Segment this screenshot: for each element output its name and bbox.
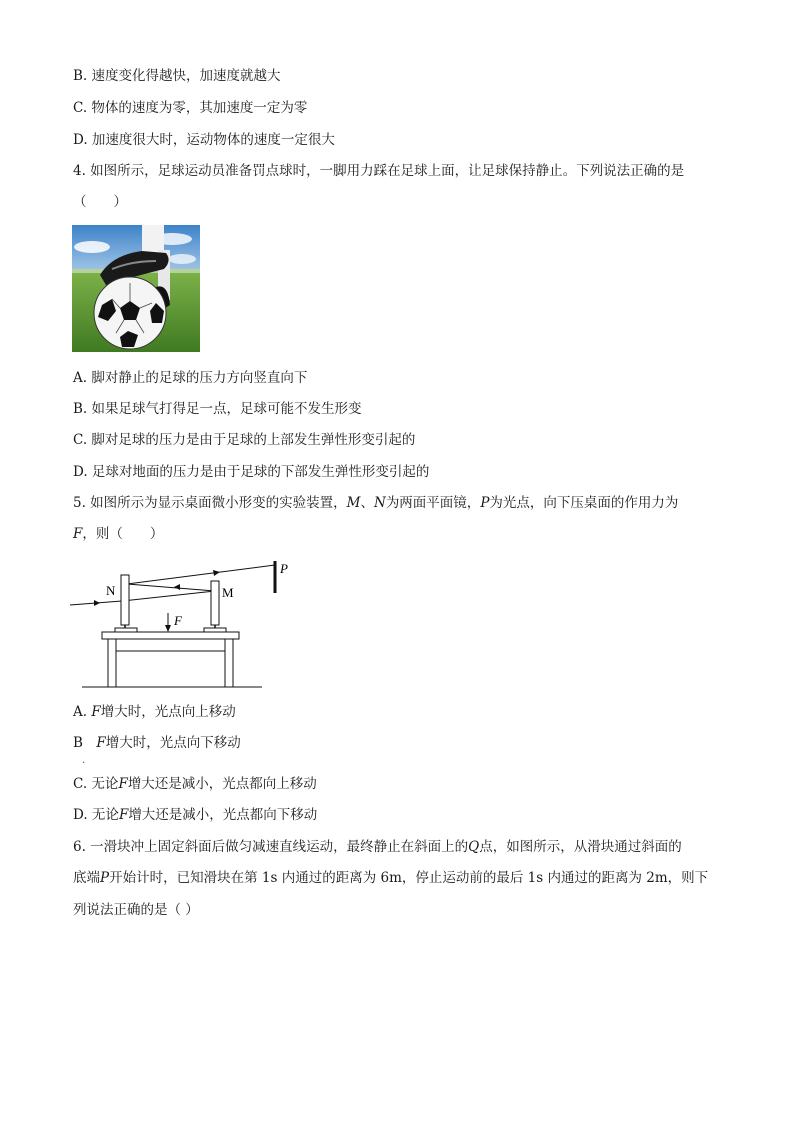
option-d-q3: D. 加速度很大时，运动物体的速度一定很大 [73, 132, 335, 148]
label-f: F [174, 613, 182, 628]
label-m: M [222, 585, 234, 600]
option-d-q5: D. 无论F增大还是减小，光点都向下移动 [73, 807, 318, 823]
soccer-ball-photo [72, 225, 200, 352]
option-c-q3: C. 物体的速度为零，其加速度一定为零 [73, 100, 308, 116]
question-4-stem: 4. 如图所示，足球运动员准备罚点球时，一脚用力踩在足球上面，让足球保持静止。下列说法正确的是 [73, 163, 685, 179]
stray-dot: . [82, 755, 86, 766]
option-b-q3: B. 速度变化得越快，加速度就越大 [73, 68, 281, 84]
option-b-q5: B F增大时，光点向下移动 [73, 735, 241, 751]
option-a-q5: A. F增大时，光点向上移动 [73, 704, 236, 720]
option-c-q5: C. 无论F增大还是减小，光点都向上移动 [73, 776, 317, 792]
mirror-apparatus-diagram [70, 555, 300, 690]
option-a-q4: A. 脚对静止的足球的压力方向竖直向下 [73, 370, 308, 386]
option-c-q4: C. 脚对足球的压力是由于足球的上部发生弹性形变引起的 [73, 432, 416, 448]
label-n: N [106, 583, 116, 598]
question-5-stem-cont: F，则（ ） [73, 526, 164, 542]
question-6-stem: 6. 一滑块冲上固定斜面后做匀减速直线运动，最终静止在斜面上的Q点，如图所示，从滑块通过斜面的 [73, 839, 682, 855]
question-6-stem-cont: 底端P开始计时，已知滑块在第 1s 内通过的距离为 6m，停止运动前的最后 1s 内通过的距离为 2m，则下 [73, 870, 709, 886]
label-p: P [280, 561, 288, 576]
option-d-q4: D. 足球对地面的压力是由于足球的下部发生弹性形变引起的 [73, 464, 430, 480]
question-6-stem-end: 列说法正确的是（ ） [73, 902, 199, 918]
option-b-q4: B. 如果足球气打得足一点，足球可能不发生形变 [73, 401, 362, 417]
question-4-bracket: （ ） [73, 194, 127, 210]
question-5-stem: 5. 如图所示为显示桌面微小形变的实验装置，M、N为两面平面镜，P为光点，向下压桌面的作用力为 [73, 495, 679, 511]
